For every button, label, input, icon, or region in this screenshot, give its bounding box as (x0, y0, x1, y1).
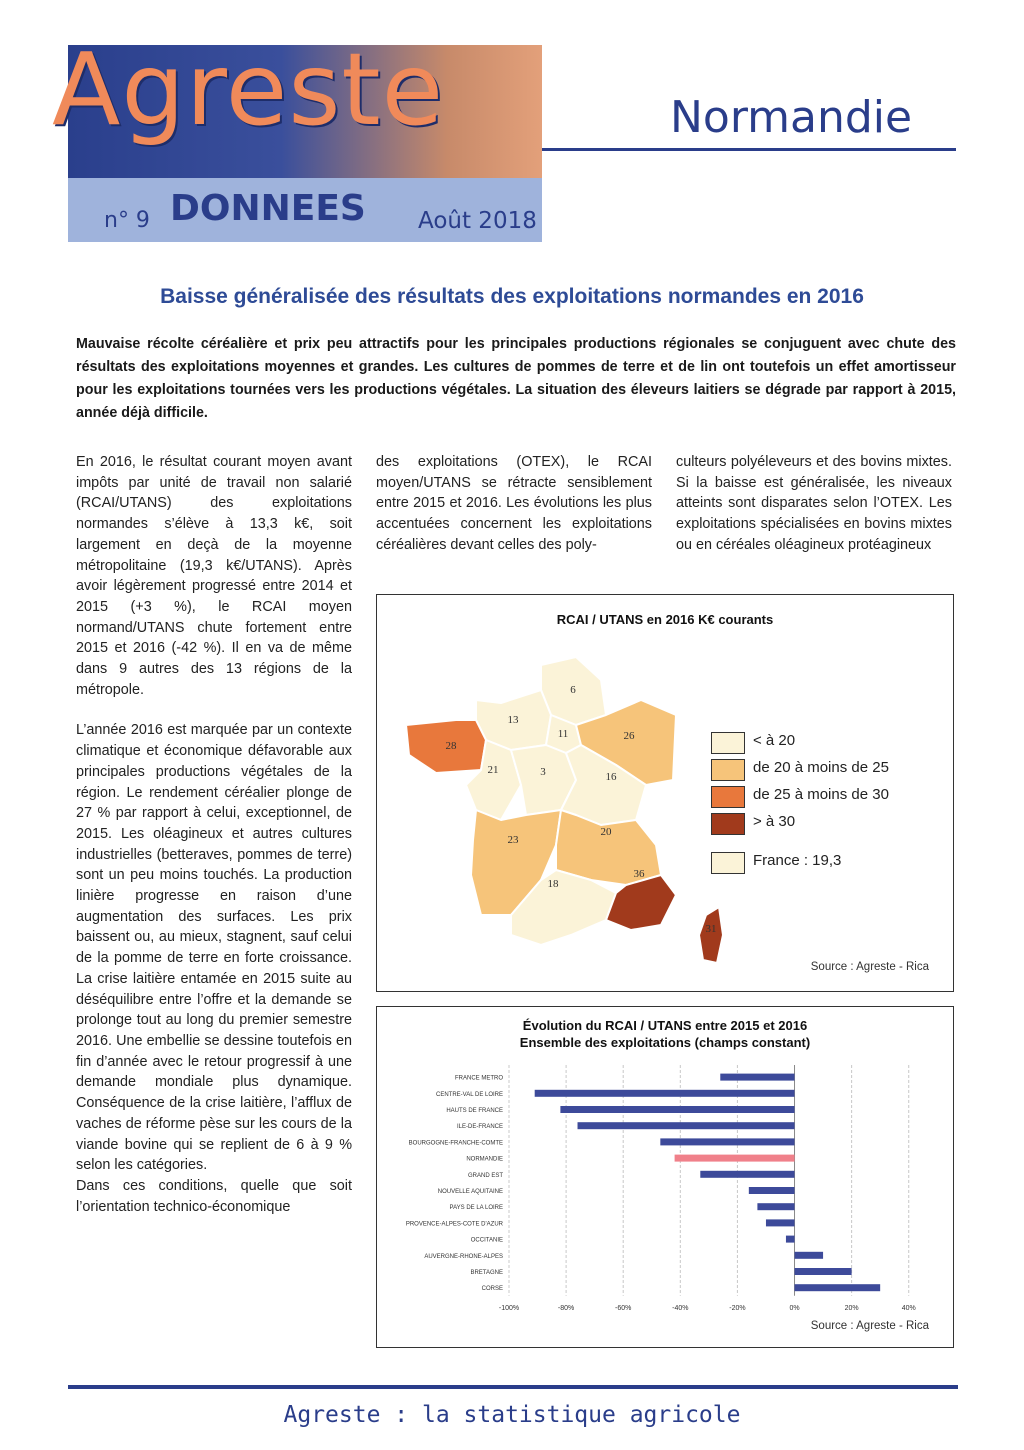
legend-item (711, 851, 951, 873)
bar (795, 1252, 824, 1259)
category-label: GRAND EST (467, 1172, 503, 1179)
category-label: PROVENCE-ALPES-COTE D'AZUR (405, 1221, 503, 1228)
x-tick-label: 20% (844, 1304, 859, 1312)
category-label: PAYS DE LA LOIRE (449, 1205, 503, 1212)
bar-chart (377, 1047, 953, 1347)
map-title: RCAI / UTANS en 2016 K€ courants (556, 612, 774, 627)
legend-item (711, 785, 951, 807)
paragraph: Dans ces conditions, quelle que soit l’orientation technico-économique (76, 1177, 352, 1215)
map-figure (376, 594, 954, 992)
paragraph: L’année 2016 est marquée par un contexte climatique et économique défavorable aux principales productions végétales de la région. Le rendement céréalier plonge de 27 % par rapport à celui, exceptionnel, de 2015. Les oléagineux et autres cultures industrielles (betteraves, pommes de terre) sont un peu moins touchés. La production linière progresse en raison d’une augmentation des surfaces. Les prix baissent ou, au mieux, stagnent, sauf celui de la pomme de terre en forte croissance. La crise laitière entamée en 2015 suite au déséquilibre entre l’offre et la demande se prolonge tout au long du premier semestre 2016. Une embellie se dessine toutefois en fin d’année avec le retour progressif à une demande mondiale plus dynamique. Conséquence de la crise laitière, l’afflux de vaches de réforme pèse sur les cours de la viande bovine qui se replient de 6 à 9 % selon les catégories. (76, 722, 352, 1174)
bar (766, 1219, 795, 1226)
map-value-label: 36 (633, 868, 645, 880)
legend-swatch (711, 732, 745, 754)
bar (749, 1187, 795, 1194)
map-value-label: 13 (507, 714, 519, 726)
legend-label: > à 30 (753, 813, 796, 830)
map-source: Source : Agreste - Rica (810, 961, 929, 973)
article-title: Baisse généralisée des résultats des exploitations normandes en 2016 (160, 285, 864, 308)
bar (660, 1138, 794, 1145)
footer-rule (68, 1385, 958, 1389)
footer-text: Agreste : la statistique agricole (283, 1402, 741, 1428)
map-value-label: 23 (507, 834, 519, 846)
map-value-label: 28 (445, 740, 457, 752)
bar (720, 1074, 794, 1081)
bar (535, 1090, 795, 1097)
text-column-2: des exploitations (OTEX), le RCAI moyen/UTANS se rétracte sensiblement entre 2015 et 2016. Les évolutions les plus accentuées concernent les exploitations céréalières devant celles des poly- (376, 454, 652, 553)
x-tick-label: 40% (901, 1304, 916, 1312)
legend-item (711, 731, 951, 753)
map-value-label: 18 (547, 878, 559, 890)
category-label: ILE-DE-FRANCE (456, 1124, 503, 1131)
france-map (401, 645, 731, 965)
bar (795, 1268, 852, 1275)
legend-swatch (711, 852, 745, 874)
bar (795, 1284, 881, 1291)
category-label: NORMANDIE (466, 1156, 503, 1163)
bar (786, 1236, 795, 1243)
region-corse (699, 907, 723, 963)
legend-swatch (711, 813, 745, 835)
map-value-label: 26 (623, 730, 635, 742)
text-column-3: culteurs polyéleveurs et des bovins mixtes. Si la baisse est généralisée, les niveaux atteints sont disparates selon l’OTEX. Les exploitations spécialisées en bovins mixtes ou en céréales oléagineux protéagineux (676, 454, 952, 553)
category-label: FRANCE METRO (455, 1075, 503, 1082)
bar (675, 1155, 795, 1162)
bar (757, 1203, 794, 1210)
legend-item (711, 758, 951, 780)
map-value-label: 20 (600, 826, 612, 838)
legend-item (711, 812, 951, 834)
category-label: HAUTS DE FRANCE (446, 1108, 503, 1114)
legend-label: de 20 à moins de 25 (753, 759, 889, 776)
legend-label: < à 20 (753, 732, 796, 749)
chart-title-line: Évolution du RCAI / UTANS entre 2015 et 2016 (522, 1018, 808, 1033)
series-name: DONNEES (170, 188, 366, 229)
header-rule (542, 148, 956, 151)
issue-number: n° 9 (104, 208, 150, 233)
map-value-label: 31 (705, 923, 717, 935)
bar (700, 1171, 794, 1178)
bar (578, 1122, 795, 1129)
category-label: CORSE (481, 1286, 503, 1293)
bar-chart-figure (376, 1006, 954, 1348)
agreste-logo: Agreste (52, 31, 445, 148)
chart-title (377, 1017, 953, 1051)
map-value-label: 3 (540, 766, 546, 778)
x-tick-label: -60% (615, 1304, 632, 1312)
x-tick-label: -20% (729, 1304, 746, 1312)
category-label: OCCITANIE (470, 1237, 503, 1244)
category-label: BOURGOGNE-FRANCHE-COMTE (408, 1140, 503, 1147)
issue-date: Août 2018 (418, 208, 537, 234)
map-value-label: 11 (557, 728, 569, 740)
category-label: AUVERGNE-RHONE-ALPES (424, 1253, 503, 1260)
x-tick-label: -80% (557, 1304, 575, 1312)
legend-swatch (711, 786, 745, 808)
text-column-1 (76, 452, 352, 1237)
map-value-label: 21 (487, 764, 499, 776)
category-label: CENTRE-VAL DE LOIRE (435, 1091, 503, 1098)
category-label: NOUVELLE AQUITAINE (437, 1189, 503, 1195)
map-value-label: 16 (605, 771, 617, 783)
paragraph: En 2016, le résultat courant moyen avant impôts par unité de travail non salarié (RCAI/UTANS) des exploitations normandes s’élève à 13,3 k€, soit largement en deçà de la moyenne métropolitaine (19,3 k€/UTANS). Après avoir légèrement progressé entre 2014 et 2015 (+3 %), le RCAI moyen normand/UTANS chute fortement entre 2015 et 2016 (-42 %). Il en va de même dans 9 autres des 13 régions de la métropole. (76, 454, 352, 698)
chart-subtitle: Ensemble des exploitations (champs constant) (519, 1035, 811, 1050)
chart-source: Source : Agreste - Rica (810, 1320, 929, 1332)
region-title: Normandie (670, 92, 913, 143)
map-value-label: 6 (570, 684, 576, 696)
article-lead: Mauvaise récolte céréalière et prix peu attractifs pour les principales productions régionales se conjuguent avec chute des résultats des exploitations moyennes et grandes. Les cultures de pommes de terre et de lin ont toutefois un effet amortisseur pour les exploitations tournées vers les productions végétales. La situation des éleveurs laitiers se dégrade par rapport à 2015, année déjà difficile. (76, 336, 956, 421)
legend-label: de 25 à moins de 30 (753, 786, 889, 803)
legend-swatch (711, 759, 745, 781)
category-label: BRETAGNE (470, 1270, 503, 1276)
x-tick-label: 0% (789, 1304, 800, 1312)
bar (560, 1106, 794, 1113)
legend-label: France : 19,3 (753, 852, 842, 869)
x-tick-label: -40% (672, 1304, 689, 1312)
x-tick-label: -100% (498, 1304, 520, 1312)
